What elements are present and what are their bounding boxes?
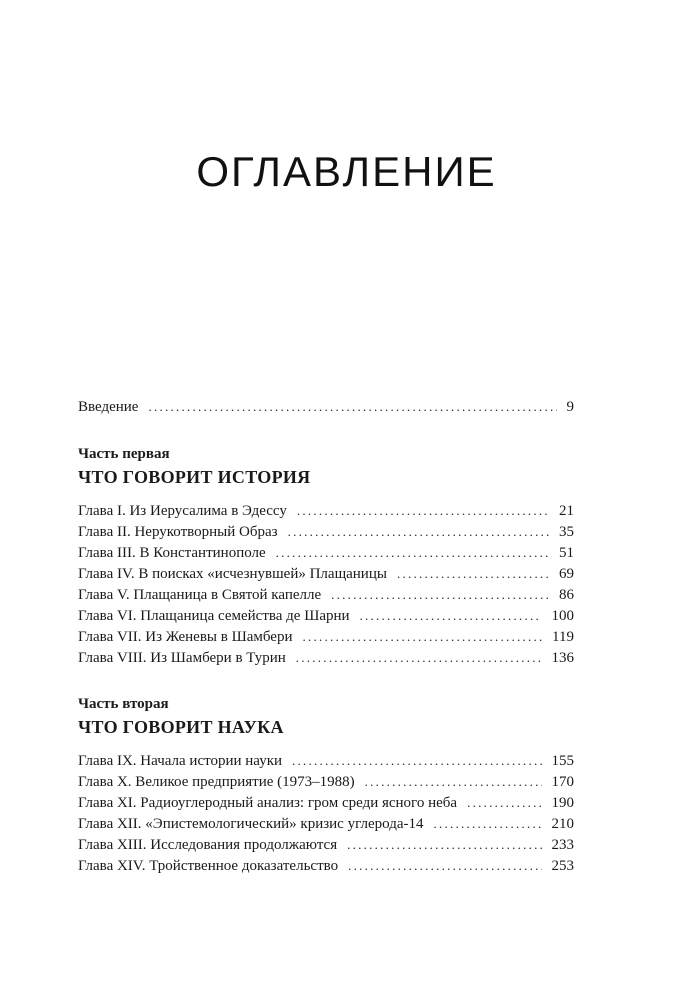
- dot-leader: [433, 813, 541, 834]
- dot-leader: [397, 563, 549, 584]
- toc-entry-page: 119: [552, 629, 574, 645]
- toc-entry-page: 190: [551, 795, 574, 811]
- toc-entry-page: 100: [551, 608, 574, 624]
- part-subtitle: Часть вторая: [78, 696, 169, 712]
- toc-entry-label: Введение: [78, 399, 139, 415]
- dot-leader: [292, 750, 541, 771]
- toc-entry[interactable]: [78, 834, 574, 855]
- dot-leader: [288, 521, 549, 542]
- toc-entry-page: 51: [559, 545, 574, 561]
- part-subtitle: Часть первая: [78, 446, 170, 462]
- dot-leader: [148, 396, 556, 417]
- toc-entry-label: Глава XIV. Тройственное доказательство: [78, 858, 339, 874]
- toc-entry-page: 9: [566, 399, 574, 415]
- toc-entry-label: Глава IX. Начала истории науки: [78, 753, 283, 769]
- toc-entry-page: 210: [551, 816, 574, 832]
- toc-entry-page: 136: [551, 650, 574, 666]
- toc-entry-page: 233: [551, 837, 574, 853]
- toc-entry-label: Глава X. Великое предприятие (1973–1988): [78, 774, 355, 790]
- part-title: ЧТО ГОВОРИТ НАУКА: [78, 717, 284, 737]
- dot-leader: [297, 500, 549, 521]
- toc-entry-page: 155: [551, 753, 574, 769]
- dot-leader: [360, 605, 542, 626]
- toc-entry-intro[interactable]: [78, 396, 574, 417]
- toc-part-2: [78, 694, 574, 876]
- dot-leader: [302, 626, 542, 647]
- toc-part-1: [78, 444, 574, 668]
- toc-entry-label: Глава VI. Плащаница семейства де Шарни: [78, 608, 350, 624]
- toc-entry-label: Глава XII. «Эпистемологический» кризис углерода-14: [78, 816, 424, 832]
- toc-entry[interactable]: [78, 771, 574, 792]
- toc-entry-label: Глава XIII. Исследования продолжаются: [78, 837, 338, 853]
- toc-entry-label: Глава V. Плащаница в Святой капелле: [78, 587, 322, 603]
- toc-entry[interactable]: [78, 542, 574, 563]
- toc-entry-label: Глава IV. В поисках «исчезнувшей» Плащаницы: [78, 566, 387, 582]
- dot-leader: [331, 584, 549, 605]
- toc-entry-label: Глава I. Из Иерусалима в Эдессу: [78, 503, 287, 519]
- toc-entry[interactable]: [78, 500, 574, 521]
- toc-entry[interactable]: [78, 605, 574, 626]
- dot-leader: [276, 542, 549, 563]
- toc-entry[interactable]: [78, 626, 574, 647]
- dot-leader: [347, 834, 541, 855]
- dot-leader: [467, 792, 541, 813]
- toc-entry-page: 21: [559, 503, 574, 519]
- toc-entry-page: 35: [559, 524, 574, 540]
- dot-leader: [296, 647, 542, 668]
- page-title: ОГЛАВЛЕНИЕ: [196, 148, 497, 195]
- toc-entry-page: 253: [551, 858, 574, 874]
- toc-entry[interactable]: [78, 792, 574, 813]
- toc-entry[interactable]: [78, 584, 574, 605]
- toc-intro: [78, 396, 574, 417]
- toc-entry-label: Глава VII. Из Женевы в Шамбери: [78, 629, 293, 645]
- toc-entry[interactable]: [78, 855, 574, 876]
- dot-leader: [365, 771, 542, 792]
- toc-entry-label: Глава VIII. Из Шамбери в Турин: [78, 650, 286, 666]
- toc-entry[interactable]: [78, 521, 574, 542]
- toc-entry-label: Глава II. Нерукотворный Образ: [78, 524, 278, 540]
- toc-entry-page: 170: [551, 774, 574, 790]
- toc-entry-label: Глава III. В Константинополе: [78, 545, 266, 561]
- dot-leader: [348, 855, 541, 876]
- toc-entry-page: 86: [559, 587, 574, 603]
- part-title: ЧТО ГОВОРИТ ИСТОРИЯ: [78, 467, 311, 487]
- toc-entry[interactable]: [78, 813, 574, 834]
- toc-entry[interactable]: [78, 750, 574, 771]
- toc-entry[interactable]: [78, 563, 574, 584]
- toc-entry[interactable]: [78, 647, 574, 668]
- toc-entry-page: 69: [559, 566, 574, 582]
- toc-entry-label: Глава XI. Радиоуглеродный анализ: гром среди ясного неба: [78, 795, 458, 811]
